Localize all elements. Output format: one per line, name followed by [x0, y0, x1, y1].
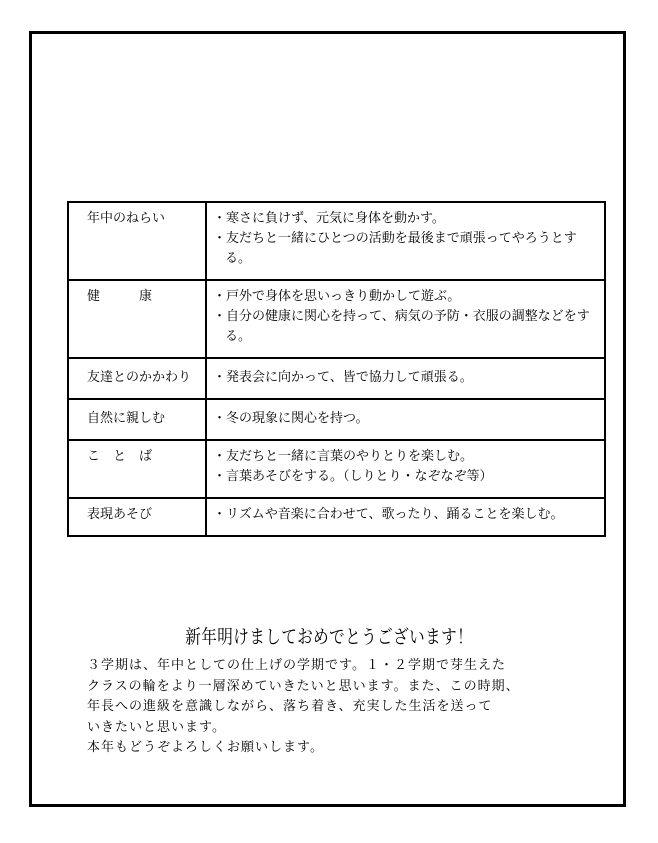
- table-row: [68, 358, 605, 399]
- message-line: 本年もどうぞよろしくお願いします。: [87, 740, 324, 755]
- list-item: ・友だちと一緒に言葉のやりとりを楽しむ。: [213, 449, 474, 464]
- row-content: [206, 440, 605, 498]
- row-label: 健 康: [68, 280, 206, 358]
- list-item: ・戸外で身体を思いっきり動かして遊ぶ。: [213, 289, 461, 304]
- table-row: [68, 440, 605, 498]
- row-label: 表現あそび: [68, 498, 206, 536]
- new-year-heading: 新年明けましておめでとうございます！: [185, 626, 474, 648]
- row-content: [206, 498, 605, 536]
- message-body: [87, 656, 597, 759]
- row-label: こ と ば: [68, 440, 206, 498]
- table-row: [68, 280, 605, 358]
- message-line: ３学期は、年中としての仕上げの学期です。１・２学期で芽生えた: [87, 658, 506, 673]
- row-content: [206, 280, 605, 358]
- list-item: ・発表会に向かって、皆で協力して頑張る。: [213, 370, 473, 385]
- message-line: いきたいと思います。: [87, 719, 226, 735]
- list-item: ・友だちと一緒にひとつの活動を最後まで頑張ってやろうとする。: [213, 231, 577, 266]
- table-row: [68, 399, 605, 440]
- table-row: [68, 498, 605, 536]
- list-item: ・寒さに負けず、元気に身体を動かす。: [213, 211, 445, 226]
- message-line: クラスの輪をより一層深めていきたいと思います。また、この時期、: [87, 678, 520, 694]
- row-content: [206, 358, 605, 399]
- row-label: 自然に親しむ: [68, 399, 206, 440]
- row-label: 友達とのかかわり: [68, 358, 206, 399]
- list-item: ・冬の現象に関心を持つ。: [213, 411, 369, 426]
- list-item: ・自分の健康に関心を持って、病気の予防・衣服の調整などをする。: [213, 309, 590, 344]
- row-content: [206, 399, 605, 440]
- table-row: [68, 202, 605, 280]
- list-item: ・言葉あそびをする。（しりとり・なぞなぞ等）: [213, 469, 493, 484]
- row-content: [206, 202, 605, 280]
- goals-table: [67, 201, 606, 537]
- row-label: 年中のねらい: [68, 202, 206, 280]
- list-item: ・リズムや音楽に合わせて、歌ったり、踊ることを楽しむ。: [213, 507, 564, 522]
- message-line: 年長への進級を意識しながら、落ち着き、充実した生活を送って: [87, 699, 493, 714]
